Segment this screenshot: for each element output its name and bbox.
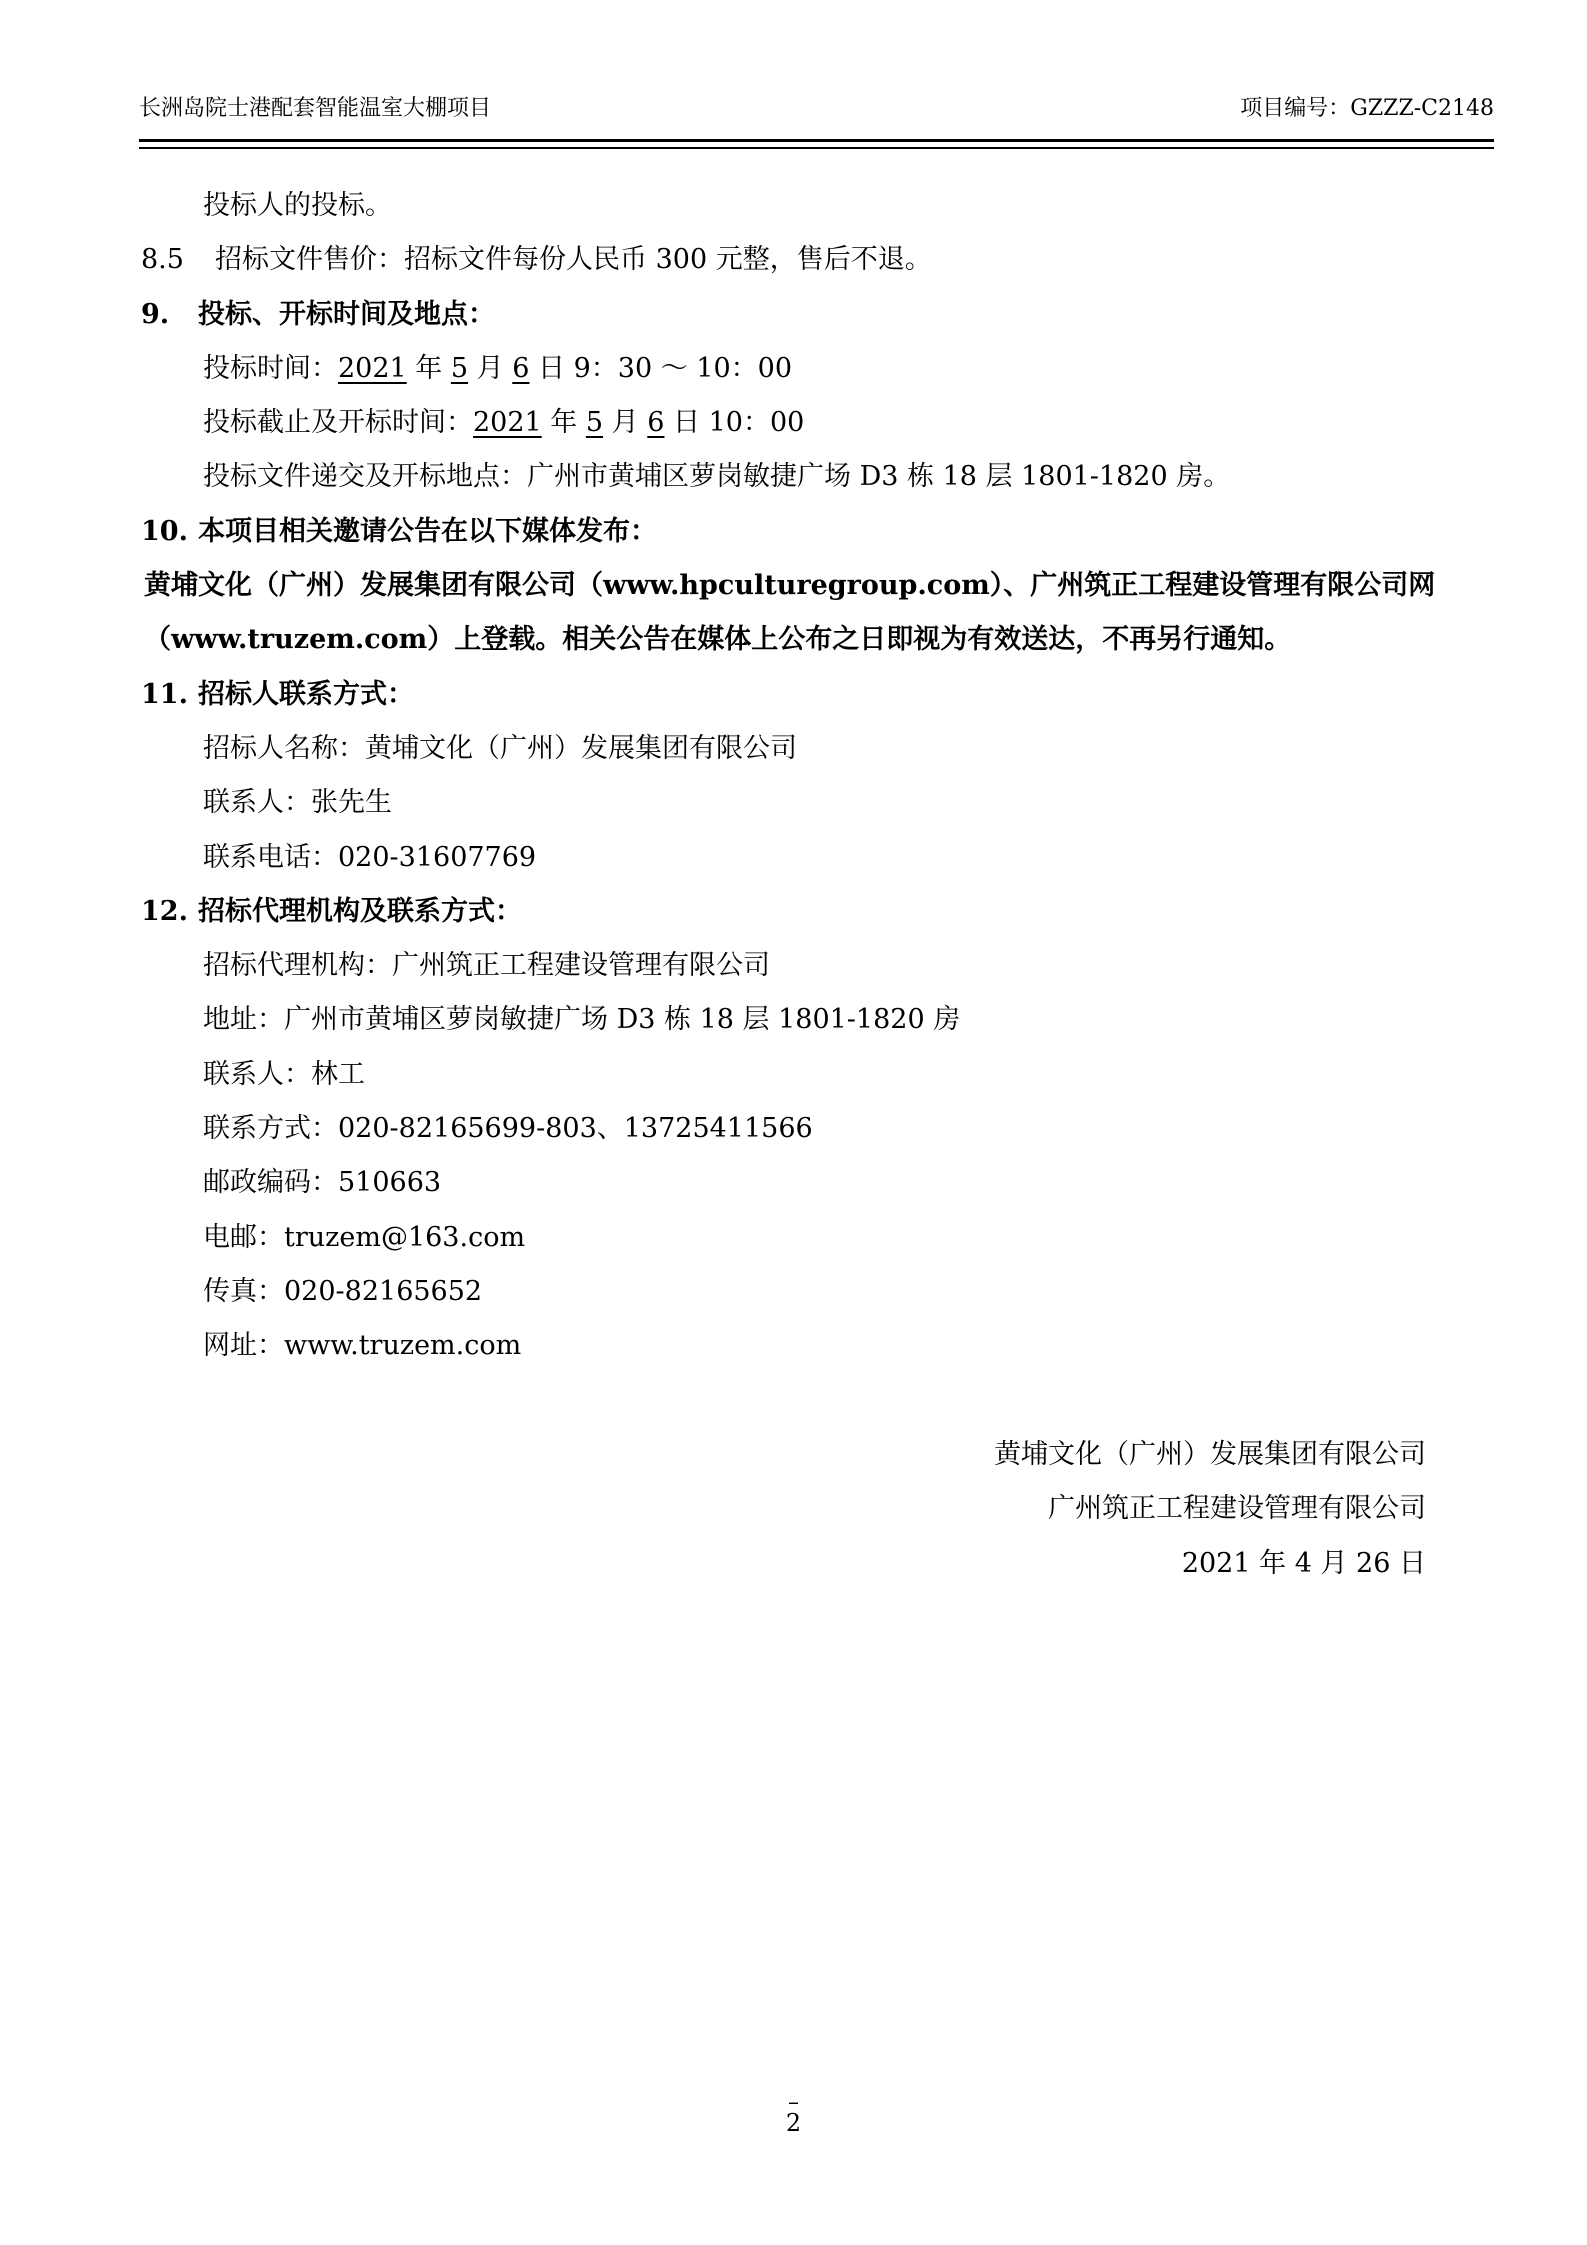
- paragraph: [141, 1102, 1494, 1156]
- underlined-value: 6: [647, 407, 665, 439]
- paragraph-text: 投标时间：2021 年 5 月 6 日 9：30 ～ 10：00: [203, 352, 793, 384]
- header-divider-rule: [139, 139, 1494, 149]
- paragraph: [141, 831, 1494, 885]
- page-footer: [0, 2090, 1587, 2137]
- section-heading: [141, 668, 1494, 722]
- header-project-number: 项目编号：GZZZ-C2148: [1240, 96, 1494, 121]
- signature-line-date: 2021 年 4 月 26 日: [1181, 1547, 1426, 1579]
- page-number: 2: [785, 2109, 802, 2137]
- section-number: 11.: [141, 678, 188, 710]
- signature-line-agency: 广州筑正工程建设管理有限公司: [1048, 1493, 1426, 1525]
- paragraph: [141, 559, 1494, 613]
- paragraph: [141, 722, 1494, 776]
- underlined-value: 2021: [473, 407, 542, 439]
- paragraph: [141, 1265, 1494, 1319]
- paragraph-text: 邮政编码：510663: [203, 1167, 442, 1199]
- paragraph-text: 招标代理机构及联系方式：: [198, 895, 522, 927]
- paragraph-text: 联系方式：020-82165699-803、13725411566: [203, 1113, 813, 1145]
- document-body: [141, 179, 1494, 1374]
- section-heading: [141, 885, 1494, 939]
- paragraph-text: 传真：020-82165652: [203, 1275, 483, 1307]
- paragraph: [141, 613, 1494, 667]
- page-header: [139, 94, 1494, 124]
- section-heading: [141, 505, 1494, 559]
- paragraph: [141, 1211, 1494, 1265]
- paragraph-text: 联系人：张先生: [203, 787, 392, 819]
- paragraph-text: 投标人的投标。: [203, 190, 392, 221]
- paragraph: [141, 1319, 1494, 1373]
- section-number: 10.: [141, 515, 188, 547]
- paragraph-text: 投标截止及开标时间：2021 年 5 月 6 日 10：00: [203, 407, 805, 439]
- underlined-value: 2021: [338, 352, 407, 384]
- paragraph-text: （www.truzem.com）上登载。相关公告在媒体上公布之日即视为有效送达，不再另行通知。: [144, 624, 1292, 656]
- paragraph-text: 招标人联系方式：: [198, 678, 414, 710]
- paragraph: [141, 776, 1494, 830]
- footer-dash: –: [788, 2090, 799, 2115]
- paragraph: [141, 450, 1494, 504]
- paragraph: [141, 1048, 1494, 1102]
- paragraph: [141, 342, 1494, 396]
- paragraph-text: 投标文件递交及开标地点：广州市黄埔区萝岗敏捷广场 D3 栋 18 层 1801-1820 房。: [203, 461, 1231, 493]
- section-number: 12.: [141, 895, 188, 927]
- paragraph-text: 招标代理机构：广州筑正工程建设管理有限公司: [203, 950, 770, 982]
- paragraph-text: 地址：广州市黄埔区萝岗敏捷广场 D3 栋 18 层 1801-1820 房: [203, 1004, 961, 1036]
- section-heading: [141, 288, 1494, 342]
- paragraph-text: 联系电话：020-31607769: [203, 841, 537, 873]
- paragraph-text: 网址：www.truzem.com: [203, 1330, 522, 1362]
- paragraph: [141, 396, 1494, 450]
- paragraph-text: 招标人名称：黄埔文化（广州）发展集团有限公司: [203, 732, 797, 764]
- section-number: 8.5: [141, 244, 184, 276]
- underlined-value: 5: [450, 352, 469, 384]
- paragraph: [141, 179, 1494, 233]
- underlined-value: 5: [585, 407, 604, 439]
- signature-line-tenderer: 黄埔文化（广州）发展集团有限公司: [994, 1439, 1426, 1470]
- paragraph-text: 招标文件售价：招标文件每份人民币 300 元整，售后不退。: [215, 244, 932, 276]
- paragraph: [141, 939, 1494, 993]
- paragraph-text: 电邮：truzem@163.com: [203, 1221, 526, 1253]
- paragraph-text: 投标、开标时间及地点：: [198, 298, 495, 330]
- paragraph: [141, 993, 1494, 1047]
- section-heading: [141, 233, 1494, 287]
- section-number: 9.: [141, 298, 170, 330]
- paragraph: [141, 1156, 1494, 1210]
- underlined-value: 6: [512, 352, 530, 384]
- paragraph-text: 黄埔文化（广州）发展集团有限公司（www.hpculturegroup.com）、广州筑正工程建设管理有限公司网: [144, 570, 1436, 602]
- paragraph-text: 联系人：林工: [203, 1058, 365, 1090]
- signature-block: [994, 1428, 1494, 1591]
- paragraph-text: 本项目相关邀请公告在以下媒体发布：: [198, 515, 657, 547]
- header-project-title: 长洲岛院士港配套智能温室大棚项目: [139, 96, 492, 121]
